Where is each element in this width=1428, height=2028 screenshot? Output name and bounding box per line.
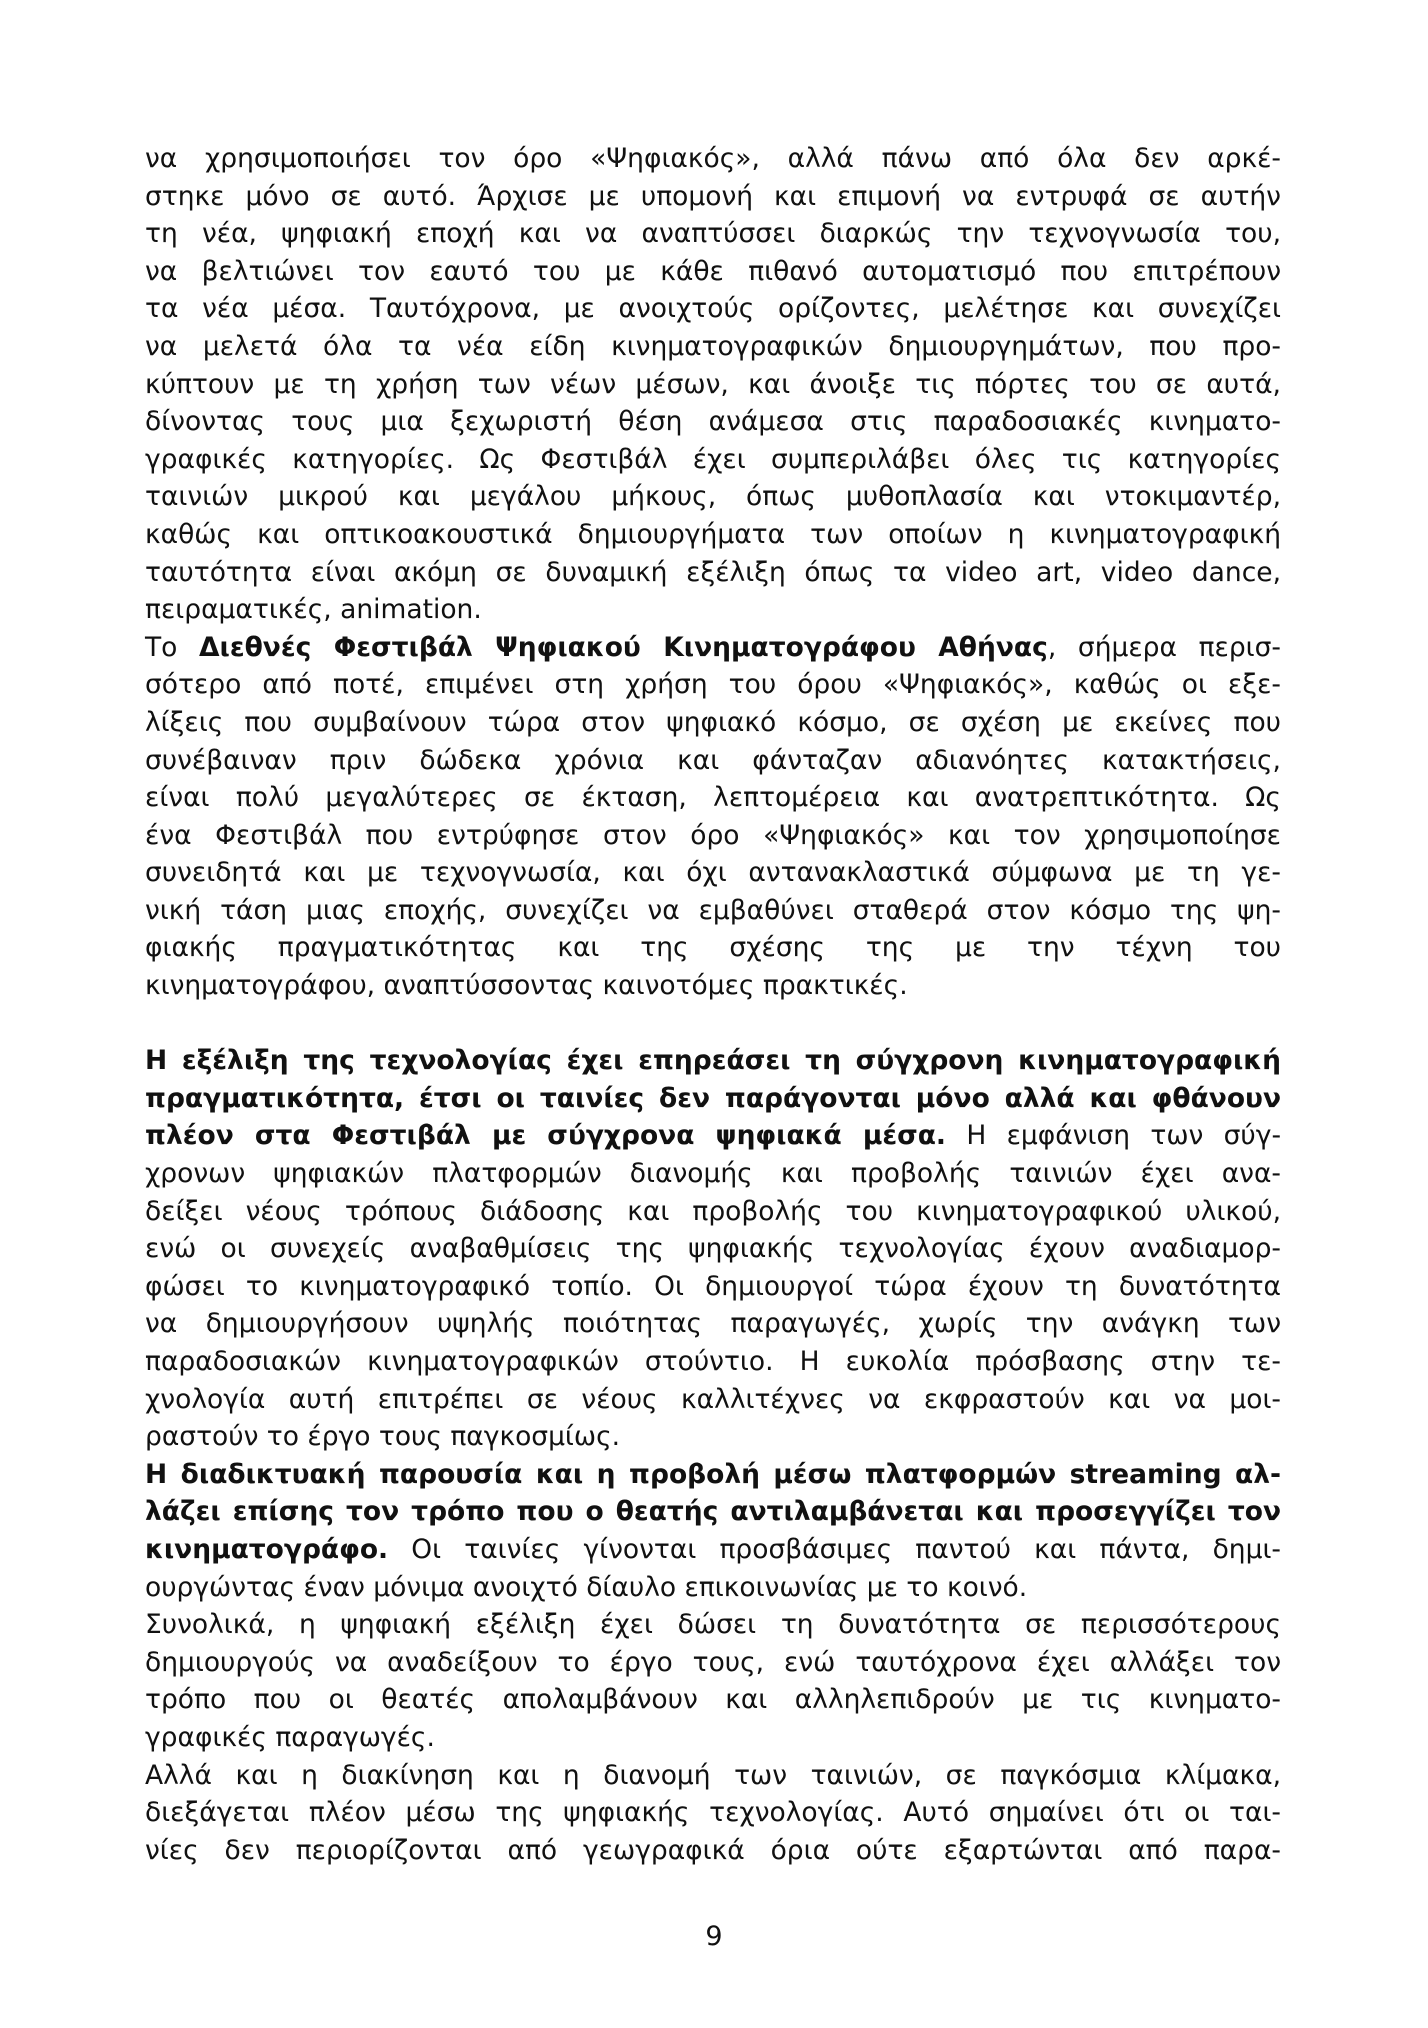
text-line	[145, 1155, 1281, 1193]
text-line	[145, 1531, 1281, 1569]
text-run: δίνοντας τους μια ξεχωριστή θέση ανάμεσα στις παραδοσιακές κινηματο-	[145, 406, 1281, 438]
text-line	[145, 516, 1281, 554]
text-line	[145, 1681, 1281, 1719]
text-line	[145, 253, 1281, 291]
paragraph	[145, 1606, 1281, 1756]
text-run: , σήμερα περισ-	[1047, 631, 1281, 663]
paragraph	[145, 1757, 1281, 1870]
text-line	[145, 1418, 1281, 1456]
text-line	[145, 1042, 1281, 1080]
text-run: κινηματογράφου, αναπτύσσοντας καινοτόμες πρακτικές.	[145, 970, 908, 1002]
paragraph	[145, 629, 1281, 1005]
bold-text-run: Η εξέλιξη της τεχνολογίας έχει επηρεάσει τη σύγχρονη κινηματογραφική	[145, 1045, 1281, 1077]
text-run: Η εμφάνιση των σύγ-	[946, 1120, 1282, 1152]
text-run: ραστούν το έργο τους παγκοσμίως.	[145, 1421, 621, 1453]
text-run: είναι πολύ μεγαλύτερες σε έκταση, λεπτομέρεια και ανατρεπτικότητα. Ως	[145, 782, 1281, 814]
text-run: χρονων ψηφιακών πλατφορμών διανομής και προβολής ταινιών έχει ανα-	[145, 1158, 1281, 1190]
text-run: λίξεις που συμβαίνουν τώρα στον ψηφιακό κόσμο, σε σχέση με εκείνες που	[145, 706, 1281, 738]
paragraph	[145, 1042, 1281, 1456]
text-run: νίες δεν περιορίζονται από γεωγραφικά όρια ούτε εξαρτώνται από παρα-	[145, 1834, 1281, 1866]
text-line	[145, 629, 1281, 667]
text-line	[145, 1117, 1281, 1155]
text-line	[145, 1193, 1281, 1231]
text-line	[145, 328, 1281, 366]
text-run: παραδοσιακών κινηματογραφικών στούντιο. Η ευκολία πρόσβασης στην τε-	[145, 1346, 1281, 1377]
text-line	[145, 403, 1281, 441]
text-run: τα νέα μέσα. Ταυτόχρονα, με ανοιχτούς ορίζοντες, μελέτησε και συνεχίζει	[145, 293, 1281, 325]
text-line	[145, 1268, 1281, 1306]
text-run: τη νέα, ψηφιακή εποχή και να αναπτύσσει διαρκώς την τεχνογνωσία του,	[145, 218, 1281, 250]
text-line	[145, 554, 1281, 592]
text-line	[145, 366, 1281, 404]
text-run: γραφικές παραγωγές.	[145, 1721, 435, 1753]
text-line	[145, 1381, 1281, 1419]
text-line	[145, 1305, 1281, 1343]
text-run: καθώς και οπτικοακουστικά δημιουργήματα των οποίων η κινηματογραφική	[145, 518, 1281, 550]
text-line	[145, 1606, 1281, 1644]
text-line	[145, 478, 1281, 516]
text-run: νική τάση μιας εποχής, συνεχίζει να εμβαθύνει σταθερά στον κόσμο της ψη-	[145, 894, 1281, 926]
bold-text-run: Διεθνές Φεστιβάλ Ψηφιακού Κινηματογράφου Αθήνας	[199, 631, 1048, 663]
text-line	[145, 290, 1281, 328]
text-line	[145, 1794, 1281, 1832]
bold-text-run: κινηματογράφο.	[145, 1533, 389, 1565]
text-run: τρόπο που οι θεατές απολαμβάνουν και αλληλεπιδρούν με τις κινηματο-	[145, 1684, 1281, 1716]
text-run: να μελετά όλα τα νέα είδη κινηματογραφικών δημιουργημάτων, που προ-	[145, 330, 1281, 362]
text-line	[145, 1569, 1281, 1607]
text-line	[145, 892, 1281, 930]
text-run: σότερο από ποτέ, επιμένει στη χρήση του όρου «Ψηφιακός», καθώς οι εξε-	[145, 669, 1281, 701]
text-run: ταυτότητα είναι ακόμη σε δυναμική εξέλιξη όπως τα video art, video dance,	[145, 556, 1281, 588]
text-run: Συνολικά, η ψηφιακή εξέλιξη έχει δώσει τη δυνατότητα σε περισσότερους	[145, 1609, 1281, 1641]
text-line	[145, 441, 1281, 479]
text-line	[145, 1343, 1281, 1381]
text-run: να χρησιμοποιήσει τον όρο «Ψηφιακός», αλλά πάνω από όλα δεν αρκέ-	[145, 143, 1281, 174]
text-line	[145, 1493, 1281, 1531]
text-run: να δημιουργήσουν υψηλής ποιότητας παραγωγές, χωρίς την ανάγκη των	[145, 1308, 1281, 1340]
bold-text-run: πλέον στα Φεστιβάλ με σύγχρονα ψηφιακά μέσα.	[145, 1120, 947, 1152]
text-line	[145, 666, 1281, 704]
text-line	[145, 742, 1281, 780]
paragraph	[145, 140, 1281, 629]
bold-text-run: πραγματικότητα, έτσι οι ταινίες δεν παράγονται μόνο αλλά και φθάνουν	[145, 1082, 1281, 1114]
text-line	[145, 779, 1281, 817]
text-run: φιακής πραγματικότητας και της σχέσης της με την τέχνη του	[145, 932, 1281, 964]
paragraph	[145, 1456, 1281, 1606]
text-run: ουργώντας έναν μόνιμα ανοιχτό δίαυλο επικοινωνίας με το κοινό.	[145, 1571, 1028, 1603]
text-line	[145, 1719, 1281, 1757]
text-line	[145, 1080, 1281, 1118]
text-run: Οι ταινίες γίνονται προσβάσιμες παντού και πάντα, δημι-	[388, 1533, 1281, 1565]
text-run: κύπτουν με τη χρήση των νέων μέσων, και άνοιξε τις πόρτες του σε αυτά,	[145, 368, 1281, 400]
text-line	[145, 854, 1281, 892]
text-run: ταινιών μικρού και μεγάλου μήκους, όπως μυθοπλασία και ντοκιμαντέρ,	[145, 481, 1281, 513]
text-run: πειραματικές, animation.	[145, 594, 482, 626]
text-run: φώσει το κινηματογραφικό τοπίο. Οι δημιουργοί τώρα έχουν τη δυνατότητα	[145, 1270, 1281, 1302]
text-run: Το	[145, 631, 200, 663]
text-line	[145, 817, 1281, 855]
text-column	[145, 140, 1281, 1869]
text-line	[145, 140, 1281, 178]
text-line	[145, 1644, 1281, 1682]
text-run: διεξάγεται πλέον μέσω της ψηφιακής τεχνολογίας. Αυτό σημαίνει ότι οι ται-	[145, 1797, 1281, 1829]
text-run: δημιουργούς να αναδείξουν το έργο τους, ενώ ταυτόχρονα έχει αλλάξει τον	[145, 1646, 1281, 1678]
text-line	[145, 1832, 1281, 1870]
text-run: να βελτιώνει τον εαυτό του με κάθε πιθανό αυτοματισμό που επιτρέπουν	[145, 255, 1281, 287]
text-line	[145, 1230, 1281, 1268]
bold-text-run: Η διαδικτυακή παρουσία και η προβολή μέσω πλατφορμών streaming αλ-	[145, 1458, 1281, 1490]
text-run: Αλλά και η διακίνηση και η διανομή των ταινιών, σε παγκόσμια κλίμακα,	[145, 1759, 1281, 1791]
bold-text-run: λάζει επίσης τον τρόπο που ο θεατής αντιλαμβάνεται και προσεγγίζει τον	[145, 1496, 1281, 1528]
text-line	[145, 1757, 1281, 1795]
text-run: χνολογία αυτή επιτρέπει σε νέους καλλιτέχνες να εκφραστούν και να μοι-	[145, 1383, 1281, 1415]
text-run: ένα Φεστιβάλ που εντρύφησε στον όρο «Ψηφιακός» και τον χρησιμοποίησε	[145, 819, 1281, 851]
text-line	[145, 178, 1281, 216]
text-run: συνειδητά και με τεχνογνωσία, και όχι αντανακλαστικά σύμφωνα με τη γε-	[145, 857, 1281, 889]
text-line	[145, 591, 1281, 629]
page-number: 9	[705, 1921, 723, 1952]
text-run: συνέβαιναν πριν δώδεκα χρόνια και φάνταζαν αδιανόητες κατακτήσεις,	[145, 744, 1281, 776]
text-run: δείξει νέους τρόπους διάδοσης και προβολής του κινηματογραφικού υλικού,	[145, 1195, 1281, 1227]
text-line	[145, 929, 1281, 967]
text-line	[145, 704, 1281, 742]
text-line	[145, 967, 1281, 1005]
text-run: ενώ οι συνεχείς αναβαθμίσεις της ψηφιακής τεχνολογίας έχουν αναδιαμορ-	[145, 1233, 1281, 1265]
text-line	[145, 1456, 1281, 1494]
text-run: στηκε μόνο σε αυτό. Άρχισε με υπομονή και επιμονή να εντρυφά σε αυτήν	[145, 180, 1281, 212]
text-line	[145, 215, 1281, 253]
text-run: γραφικές κατηγορίες. Ως Φεστιβάλ έχει συμπεριλάβει όλες τις κατηγορίες	[145, 443, 1281, 475]
